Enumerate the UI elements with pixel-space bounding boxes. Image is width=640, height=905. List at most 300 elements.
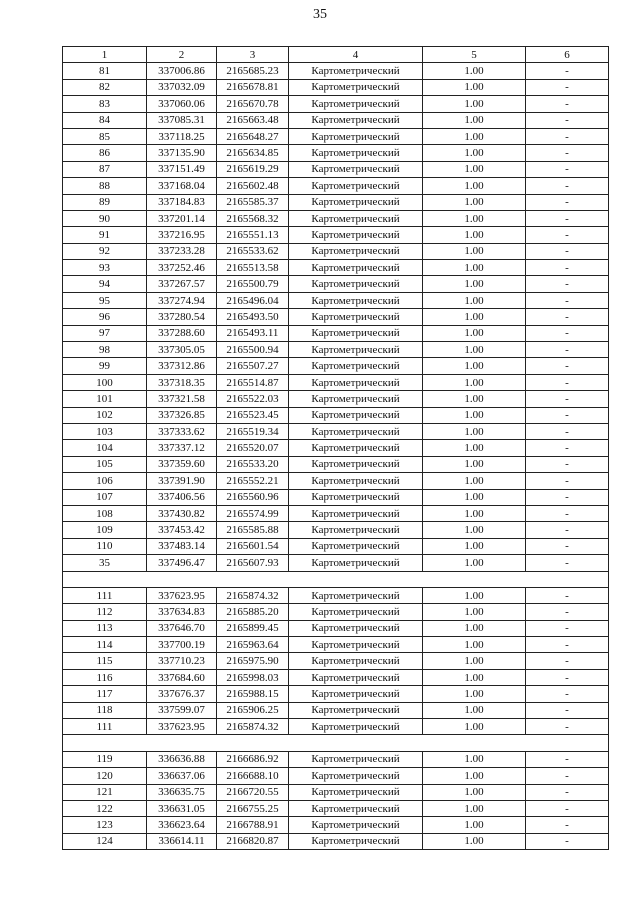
cell-method: Картометрический: [289, 243, 423, 259]
cell-description: -: [526, 751, 609, 767]
cell-point-number: 97: [63, 325, 147, 341]
cell-x-coordinate: 337326.85: [147, 407, 217, 423]
cell-x-coordinate: 337406.56: [147, 489, 217, 505]
cell-method: Картометрический: [289, 800, 423, 816]
table-row: [63, 210, 609, 226]
cell-method: Картометрический: [289, 128, 423, 144]
table-row: [63, 555, 609, 571]
table-row: [63, 243, 609, 259]
cell-point-number: 93: [63, 260, 147, 276]
cell-accuracy: 1.00: [423, 473, 526, 489]
cell-accuracy: 1.00: [423, 505, 526, 521]
cell-x-coordinate: 337168.04: [147, 178, 217, 194]
table-row: [63, 161, 609, 177]
table-row: [63, 669, 609, 685]
cell-description: -: [526, 276, 609, 292]
cell-accuracy: 1.00: [423, 96, 526, 112]
cell-accuracy: 1.00: [423, 276, 526, 292]
cell-point-number: 117: [63, 686, 147, 702]
cell-description: -: [526, 505, 609, 521]
cell-x-coordinate: 337623.95: [147, 587, 217, 603]
cell-x-coordinate: 337483.14: [147, 538, 217, 554]
cell-point-number: 102: [63, 407, 147, 423]
cell-y-coordinate: 2165507.27: [217, 358, 289, 374]
table-row: [63, 489, 609, 505]
cell-description: -: [526, 227, 609, 243]
cell-point-number: 35: [63, 555, 147, 571]
table-row: [63, 178, 609, 194]
cell-accuracy: 1.00: [423, 768, 526, 784]
table-row: [63, 227, 609, 243]
cell-accuracy: 1.00: [423, 620, 526, 636]
cell-x-coordinate: 337274.94: [147, 292, 217, 308]
table-row: [63, 686, 609, 702]
cell-point-number: 123: [63, 817, 147, 833]
cell-method: Картометрический: [289, 555, 423, 571]
cell-y-coordinate: 2165634.85: [217, 145, 289, 161]
cell-y-coordinate: 2165493.11: [217, 325, 289, 341]
cell-accuracy: 1.00: [423, 637, 526, 653]
cell-y-coordinate: 2165500.79: [217, 276, 289, 292]
cell-point-number: 92: [63, 243, 147, 259]
cell-x-coordinate: 337252.46: [147, 260, 217, 276]
table-row: [63, 292, 609, 308]
cell-x-coordinate: 337321.58: [147, 391, 217, 407]
cell-description: -: [526, 79, 609, 95]
cell-description: -: [526, 604, 609, 620]
cell-description: -: [526, 587, 609, 603]
cell-y-coordinate: 2165619.29: [217, 161, 289, 177]
cell-y-coordinate: 2165513.58: [217, 260, 289, 276]
table-body: [63, 63, 609, 850]
column-header-y-coordinate: 3: [217, 47, 289, 63]
cell-accuracy: 1.00: [423, 63, 526, 79]
cell-y-coordinate: 2165602.48: [217, 178, 289, 194]
cell-x-coordinate: 336614.11: [147, 833, 217, 849]
cell-y-coordinate: 2165585.37: [217, 194, 289, 210]
cell-y-coordinate: 2165885.20: [217, 604, 289, 620]
cell-x-coordinate: 337318.35: [147, 374, 217, 390]
cell-accuracy: 1.00: [423, 161, 526, 177]
cell-method: Картометрический: [289, 407, 423, 423]
table-row: [63, 309, 609, 325]
cell-description: -: [526, 358, 609, 374]
cell-point-number: 116: [63, 669, 147, 685]
cell-accuracy: 1.00: [423, 391, 526, 407]
cell-method: Картометрический: [289, 391, 423, 407]
cell-method: Картометрический: [289, 833, 423, 849]
cell-method: Картометрический: [289, 489, 423, 505]
cell-accuracy: 1.00: [423, 604, 526, 620]
cell-accuracy: 1.00: [423, 555, 526, 571]
cell-point-number: 82: [63, 79, 147, 95]
cell-method: Картометрический: [289, 702, 423, 718]
cell-y-coordinate: 2165522.03: [217, 391, 289, 407]
cell-y-coordinate: 2165663.48: [217, 112, 289, 128]
cell-description: -: [526, 407, 609, 423]
cell-point-number: 81: [63, 63, 147, 79]
cell-method: Картометрический: [289, 473, 423, 489]
cell-description: -: [526, 522, 609, 538]
cell-y-coordinate: 2165607.93: [217, 555, 289, 571]
cell-accuracy: 1.00: [423, 456, 526, 472]
cell-accuracy: 1.00: [423, 702, 526, 718]
cell-description: -: [526, 309, 609, 325]
cell-accuracy: 1.00: [423, 407, 526, 423]
cell-y-coordinate: 2165678.81: [217, 79, 289, 95]
cell-accuracy: 1.00: [423, 817, 526, 833]
table-row: [63, 374, 609, 390]
cell-method: Картометрический: [289, 604, 423, 620]
cell-description: -: [526, 325, 609, 341]
cell-accuracy: 1.00: [423, 374, 526, 390]
cell-x-coordinate: 337201.14: [147, 210, 217, 226]
cell-accuracy: 1.00: [423, 79, 526, 95]
cell-point-number: 83: [63, 96, 147, 112]
cell-description: -: [526, 260, 609, 276]
cell-point-number: 100: [63, 374, 147, 390]
cell-x-coordinate: 336631.05: [147, 800, 217, 816]
cell-point-number: 120: [63, 768, 147, 784]
cell-y-coordinate: 2165519.34: [217, 423, 289, 439]
separator-row: [63, 571, 609, 587]
cell-y-coordinate: 2165899.45: [217, 620, 289, 636]
cell-description: -: [526, 768, 609, 784]
cell-method: Картометрический: [289, 751, 423, 767]
cell-y-coordinate: 2166755.25: [217, 800, 289, 816]
table-row: [63, 604, 609, 620]
table-row: [63, 800, 609, 816]
cell-y-coordinate: 2165585.88: [217, 522, 289, 538]
cell-method: Картометрический: [289, 784, 423, 800]
cell-method: Картометрический: [289, 768, 423, 784]
cell-y-coordinate: 2165648.27: [217, 128, 289, 144]
cell-y-coordinate: 2165906.25: [217, 702, 289, 718]
cell-y-coordinate: 2165568.32: [217, 210, 289, 226]
table-row: [63, 817, 609, 833]
cell-description: -: [526, 342, 609, 358]
column-header-x-coordinate: 2: [147, 47, 217, 63]
cell-accuracy: 1.00: [423, 309, 526, 325]
header-row: [63, 47, 609, 63]
cell-accuracy: 1.00: [423, 489, 526, 505]
cell-x-coordinate: 337710.23: [147, 653, 217, 669]
table-row: [63, 440, 609, 456]
cell-point-number: 94: [63, 276, 147, 292]
cell-description: -: [526, 719, 609, 735]
cell-accuracy: 1.00: [423, 522, 526, 538]
cell-x-coordinate: 337359.60: [147, 456, 217, 472]
cell-point-number: 109: [63, 522, 147, 538]
cell-description: -: [526, 178, 609, 194]
table-row: [63, 620, 609, 636]
cell-description: -: [526, 210, 609, 226]
cell-accuracy: 1.00: [423, 358, 526, 374]
cell-x-coordinate: 337312.86: [147, 358, 217, 374]
cell-point-number: 84: [63, 112, 147, 128]
cell-description: -: [526, 112, 609, 128]
cell-method: Картометрический: [289, 587, 423, 603]
cell-y-coordinate: 2166788.91: [217, 817, 289, 833]
cell-method: Картометрический: [289, 686, 423, 702]
cell-description: -: [526, 784, 609, 800]
cell-accuracy: 1.00: [423, 325, 526, 341]
cell-point-number: 111: [63, 587, 147, 603]
cell-accuracy: 1.00: [423, 669, 526, 685]
cell-description: -: [526, 538, 609, 554]
table-row: [63, 407, 609, 423]
cell-accuracy: 1.00: [423, 128, 526, 144]
cell-y-coordinate: 2165496.04: [217, 292, 289, 308]
cell-method: Картометрический: [289, 620, 423, 636]
cell-point-number: 105: [63, 456, 147, 472]
cell-point-number: 89: [63, 194, 147, 210]
cell-method: Картометрический: [289, 276, 423, 292]
cell-accuracy: 1.00: [423, 194, 526, 210]
table-row: [63, 423, 609, 439]
cell-description: -: [526, 145, 609, 161]
cell-y-coordinate: 2165975.90: [217, 653, 289, 669]
cell-x-coordinate: 337151.49: [147, 161, 217, 177]
cell-x-coordinate: 337280.54: [147, 309, 217, 325]
table-row: [63, 276, 609, 292]
table-row: [63, 358, 609, 374]
cell-x-coordinate: 337623.95: [147, 719, 217, 735]
cell-y-coordinate: 2165551.13: [217, 227, 289, 243]
table-row: [63, 79, 609, 95]
cell-accuracy: 1.00: [423, 686, 526, 702]
cell-method: Картометрический: [289, 719, 423, 735]
table-row: [63, 96, 609, 112]
cell-point-number: 96: [63, 309, 147, 325]
cell-y-coordinate: 2165493.50: [217, 309, 289, 325]
cell-point-number: 106: [63, 473, 147, 489]
cell-y-coordinate: 2166820.87: [217, 833, 289, 849]
cell-method: Картометрический: [289, 522, 423, 538]
cell-y-coordinate: 2165520.07: [217, 440, 289, 456]
cell-method: Картометрический: [289, 96, 423, 112]
column-header-description: 6: [526, 47, 609, 63]
table-row: [63, 63, 609, 79]
cell-accuracy: 1.00: [423, 210, 526, 226]
page-number: 35: [313, 7, 327, 22]
cell-point-number: 111: [63, 719, 147, 735]
separator-cell: [63, 735, 609, 751]
cell-point-number: 87: [63, 161, 147, 177]
table-row: [63, 637, 609, 653]
column-header-accuracy: 5: [423, 47, 526, 63]
column-header-point-number: 1: [63, 47, 147, 63]
cell-accuracy: 1.00: [423, 538, 526, 554]
table-row: [63, 505, 609, 521]
table-row: [63, 702, 609, 718]
table-row: [63, 719, 609, 735]
table-row: [63, 325, 609, 341]
cell-x-coordinate: 337288.60: [147, 325, 217, 341]
cell-description: -: [526, 161, 609, 177]
cell-x-coordinate: 336623.64: [147, 817, 217, 833]
cell-x-coordinate: 337060.06: [147, 96, 217, 112]
cell-description: -: [526, 128, 609, 144]
cell-accuracy: 1.00: [423, 112, 526, 128]
cell-method: Картометрический: [289, 194, 423, 210]
cell-method: Картометрический: [289, 112, 423, 128]
cell-x-coordinate: 337135.90: [147, 145, 217, 161]
cell-x-coordinate: 336636.88: [147, 751, 217, 767]
cell-accuracy: 1.00: [423, 833, 526, 849]
cell-description: -: [526, 194, 609, 210]
cell-method: Картометрический: [289, 161, 423, 177]
cell-description: -: [526, 637, 609, 653]
cell-point-number: 91: [63, 227, 147, 243]
cell-point-number: 99: [63, 358, 147, 374]
cell-method: Картометрический: [289, 325, 423, 341]
cell-description: -: [526, 800, 609, 816]
cell-point-number: 88: [63, 178, 147, 194]
cell-description: -: [526, 669, 609, 685]
cell-point-number: 107: [63, 489, 147, 505]
cell-accuracy: 1.00: [423, 243, 526, 259]
cell-method: Картометрический: [289, 260, 423, 276]
cell-accuracy: 1.00: [423, 145, 526, 161]
cell-description: -: [526, 473, 609, 489]
cell-description: -: [526, 686, 609, 702]
cell-accuracy: 1.00: [423, 227, 526, 243]
cell-point-number: 119: [63, 751, 147, 767]
cell-point-number: 85: [63, 128, 147, 144]
cell-method: Картометрический: [289, 440, 423, 456]
cell-method: Картометрический: [289, 342, 423, 358]
cell-method: Картометрический: [289, 63, 423, 79]
cell-method: Картометрический: [289, 79, 423, 95]
cell-y-coordinate: 2165533.62: [217, 243, 289, 259]
cell-x-coordinate: 337646.70: [147, 620, 217, 636]
cell-y-coordinate: 2166720.55: [217, 784, 289, 800]
table-row: [63, 538, 609, 554]
table-row: [63, 145, 609, 161]
cell-method: Картометрический: [289, 178, 423, 194]
table-row: [63, 768, 609, 784]
cell-x-coordinate: 337430.82: [147, 505, 217, 521]
cell-accuracy: 1.00: [423, 178, 526, 194]
cell-point-number: 121: [63, 784, 147, 800]
cell-method: Картометрический: [289, 309, 423, 325]
cell-y-coordinate: 2165523.45: [217, 407, 289, 423]
cell-x-coordinate: 337333.62: [147, 423, 217, 439]
cell-method: Картометрический: [289, 637, 423, 653]
cell-y-coordinate: 2165998.03: [217, 669, 289, 685]
cell-accuracy: 1.00: [423, 423, 526, 439]
cell-description: -: [526, 833, 609, 849]
cell-y-coordinate: 2166686.92: [217, 751, 289, 767]
cell-y-coordinate: 2165500.94: [217, 342, 289, 358]
cell-method: Картометрический: [289, 210, 423, 226]
cell-method: Картометрический: [289, 374, 423, 390]
cell-x-coordinate: 337700.19: [147, 637, 217, 653]
table-row: [63, 456, 609, 472]
cell-x-coordinate: 337233.28: [147, 243, 217, 259]
cell-method: Картометрический: [289, 669, 423, 685]
table-row: [63, 260, 609, 276]
cell-description: -: [526, 63, 609, 79]
cell-method: Картометрический: [289, 227, 423, 243]
cell-method: Картометрический: [289, 292, 423, 308]
cell-x-coordinate: 337267.57: [147, 276, 217, 292]
cell-point-number: 114: [63, 637, 147, 653]
cell-method: Картометрический: [289, 538, 423, 554]
cell-point-number: 108: [63, 505, 147, 521]
cell-x-coordinate: 337599.07: [147, 702, 217, 718]
table-row: [63, 128, 609, 144]
table-row: [63, 751, 609, 767]
cell-description: -: [526, 555, 609, 571]
cell-x-coordinate: 337337.12: [147, 440, 217, 456]
cell-description: -: [526, 456, 609, 472]
cell-point-number: 103: [63, 423, 147, 439]
table-row: [63, 522, 609, 538]
table-row: [63, 833, 609, 849]
cell-description: -: [526, 292, 609, 308]
cell-accuracy: 1.00: [423, 784, 526, 800]
cell-x-coordinate: 337006.86: [147, 63, 217, 79]
cell-x-coordinate: 337676.37: [147, 686, 217, 702]
cell-point-number: 101: [63, 391, 147, 407]
cell-y-coordinate: 2165560.96: [217, 489, 289, 505]
cell-point-number: 122: [63, 800, 147, 816]
cell-point-number: 113: [63, 620, 147, 636]
cell-point-number: 95: [63, 292, 147, 308]
table-row: [63, 653, 609, 669]
table-row: [63, 473, 609, 489]
cell-x-coordinate: 337118.25: [147, 128, 217, 144]
cell-accuracy: 1.00: [423, 342, 526, 358]
cell-accuracy: 1.00: [423, 800, 526, 816]
cell-accuracy: 1.00: [423, 653, 526, 669]
cell-point-number: 98: [63, 342, 147, 358]
cell-point-number: 86: [63, 145, 147, 161]
cell-point-number: 90: [63, 210, 147, 226]
cell-description: -: [526, 391, 609, 407]
cell-y-coordinate: 2165685.23: [217, 63, 289, 79]
cell-y-coordinate: 2165670.78: [217, 96, 289, 112]
coordinates-table: [62, 46, 609, 850]
cell-x-coordinate: 337453.42: [147, 522, 217, 538]
cell-method: Картометрический: [289, 505, 423, 521]
cell-description: -: [526, 96, 609, 112]
cell-y-coordinate: 2166688.10: [217, 768, 289, 784]
cell-y-coordinate: 2165533.20: [217, 456, 289, 472]
cell-accuracy: 1.00: [423, 440, 526, 456]
column-header-method: 4: [289, 47, 423, 63]
cell-x-coordinate: 337085.31: [147, 112, 217, 128]
table-row: [63, 194, 609, 210]
cell-description: -: [526, 243, 609, 259]
table-row: [63, 784, 609, 800]
cell-x-coordinate: 337684.60: [147, 669, 217, 685]
cell-accuracy: 1.00: [423, 751, 526, 767]
cell-y-coordinate: 2165514.87: [217, 374, 289, 390]
cell-y-coordinate: 2165552.21: [217, 473, 289, 489]
cell-point-number: 104: [63, 440, 147, 456]
cell-method: Картометрический: [289, 817, 423, 833]
cell-x-coordinate: 337184.83: [147, 194, 217, 210]
cell-x-coordinate: 337634.83: [147, 604, 217, 620]
cell-method: Картометрический: [289, 358, 423, 374]
table-row: [63, 587, 609, 603]
cell-x-coordinate: 337496.47: [147, 555, 217, 571]
table-row: [63, 342, 609, 358]
cell-x-coordinate: 337305.05: [147, 342, 217, 358]
